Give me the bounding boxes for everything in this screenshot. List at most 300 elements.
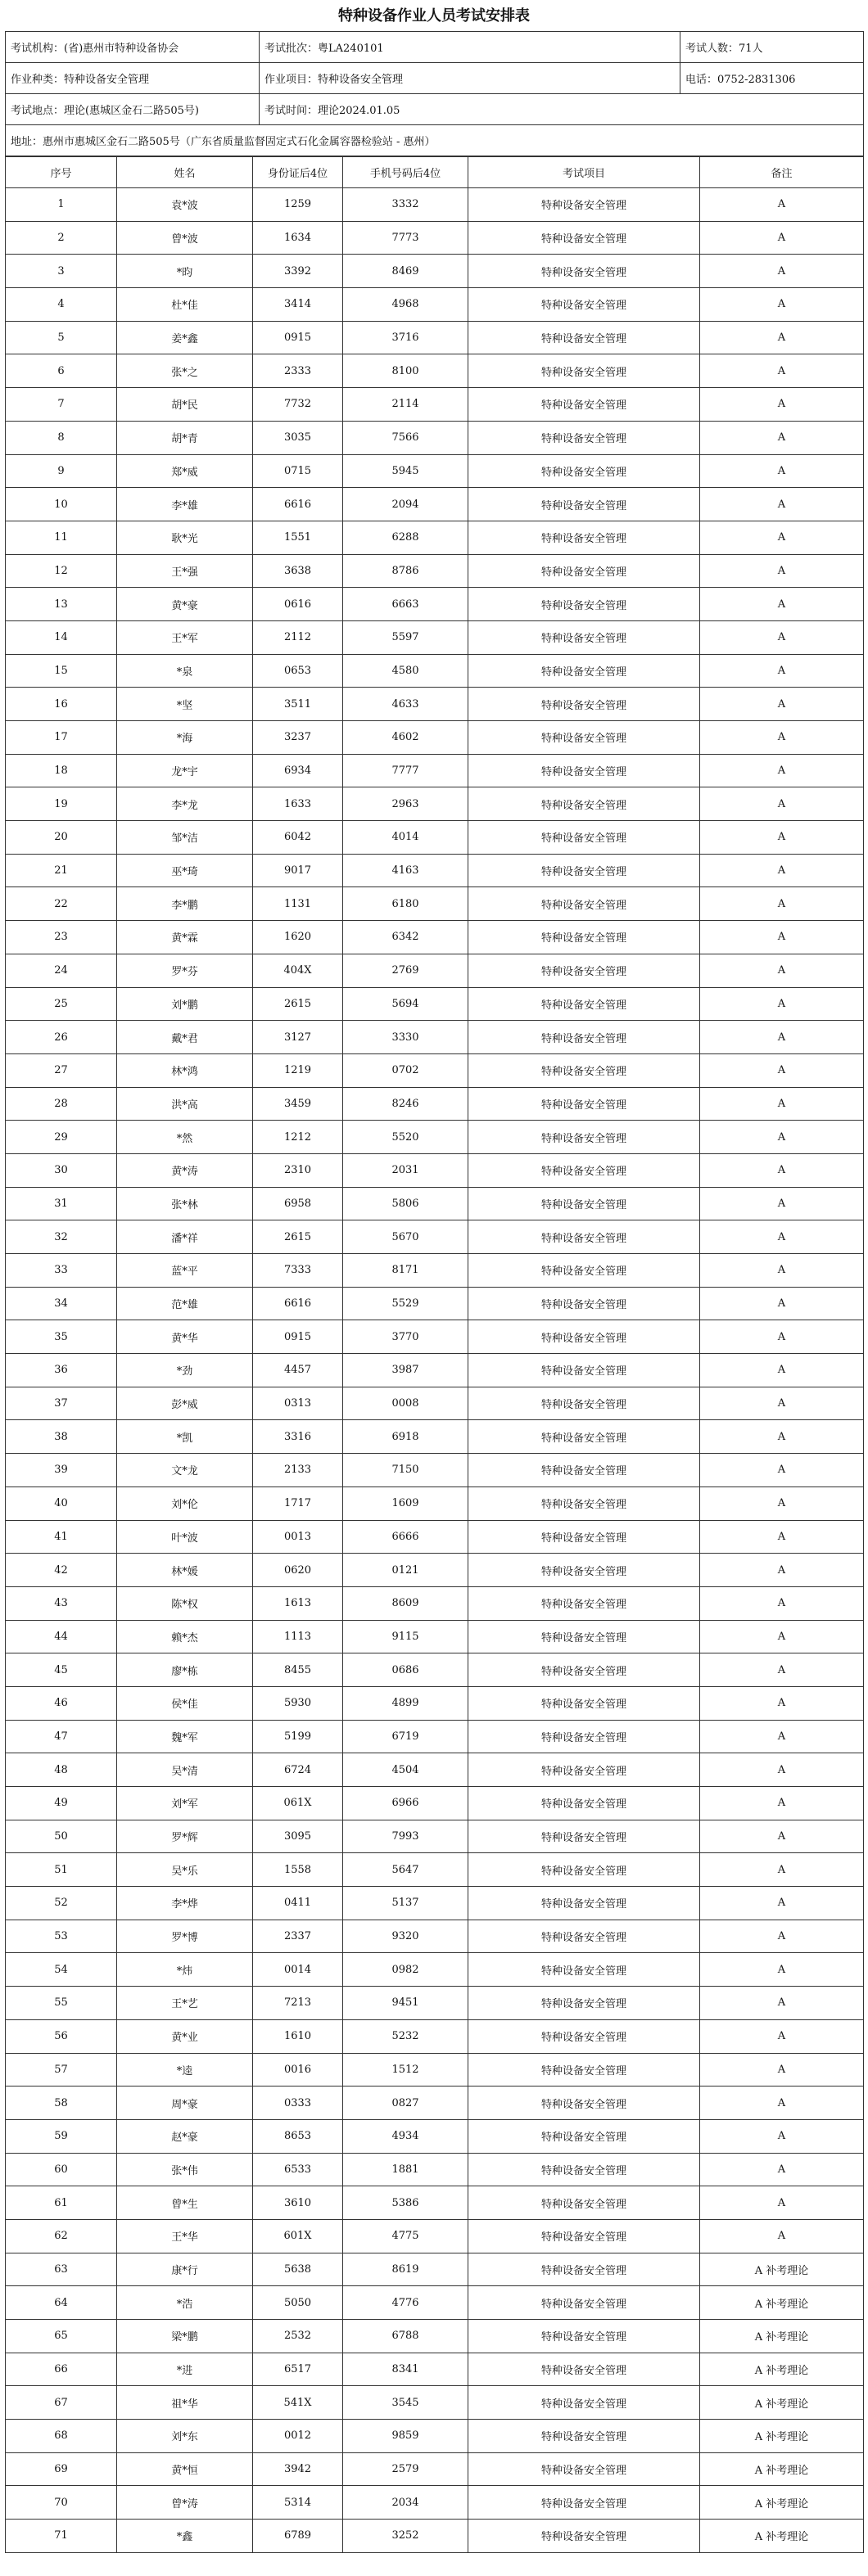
candidate-name: 黄*豪 (117, 588, 253, 621)
table-row (6, 1053, 864, 1087)
row-index: 25 (6, 987, 117, 1021)
id-last4: 7732 (253, 388, 343, 422)
row-index: 69 (6, 2452, 117, 2486)
remark: A (700, 1753, 864, 1787)
phone-last4: 7566 (343, 421, 468, 454)
candidate-name: 魏*军 (117, 1720, 253, 1753)
phone-last4: 3716 (343, 321, 468, 354)
phone-last4: 3770 (343, 1320, 468, 1354)
remark: A (700, 987, 864, 1021)
table-row (6, 2420, 864, 2453)
id-last4: 0620 (253, 1554, 343, 1587)
contact-phone: 电话：0752-2831306 (680, 63, 864, 94)
id-last4: 5314 (253, 2486, 343, 2520)
candidate-name: 廖*栋 (117, 1653, 253, 1687)
remark: A (700, 521, 864, 554)
exam-item: 特种设备安全管理 (468, 1454, 700, 1487)
exam-item: 特种设备安全管理 (468, 2486, 700, 2520)
table-row (6, 1787, 864, 1820)
id-last4: 0313 (253, 1387, 343, 1420)
exam-item: 特种设备安全管理 (468, 721, 700, 755)
table-row (6, 1887, 864, 1920)
row-index: 68 (6, 2420, 117, 2453)
remark: A (700, 188, 864, 222)
header-id-last4: 身份证后4位 (253, 157, 343, 188)
row-index: 48 (6, 1753, 117, 1787)
remark: A (700, 2219, 864, 2253)
phone-last4: 4602 (343, 721, 468, 755)
remark: A (700, 1520, 864, 1554)
remark: A (700, 954, 864, 987)
table-row (6, 1420, 864, 1454)
phone-last4: 1609 (343, 1487, 468, 1520)
exam-item: 特种设备安全管理 (468, 488, 700, 521)
row-index: 13 (6, 588, 117, 621)
remark: A (700, 554, 864, 588)
table-row (6, 1121, 864, 1154)
candidate-name: *昀 (117, 255, 253, 288)
row-index: 50 (6, 1820, 117, 1853)
candidate-name: 胡*青 (117, 421, 253, 454)
id-last4: 1113 (253, 1620, 343, 1653)
remark: A (700, 1887, 864, 1920)
exam-item: 特种设备安全管理 (468, 421, 700, 454)
candidate-name: 罗*辉 (117, 1820, 253, 1853)
candidate-name: 范*雄 (117, 1287, 253, 1320)
id-last4: 061X (253, 1787, 343, 1820)
phone-last4: 0827 (343, 2087, 468, 2120)
remark: A (700, 1387, 864, 1420)
id-last4: 1558 (253, 1853, 343, 1887)
phone-last4: 8171 (343, 1254, 468, 1288)
table-row (6, 221, 864, 255)
id-last4: 1610 (253, 2019, 343, 2053)
row-index: 14 (6, 620, 117, 654)
candidate-name: 陈*权 (117, 1586, 253, 1620)
phone-last4: 5694 (343, 987, 468, 1021)
candidate-name: 戴*君 (117, 1021, 253, 1054)
remark: A 补考理论 (700, 2253, 864, 2286)
id-last4: 7213 (253, 1987, 343, 2020)
row-index: 57 (6, 2053, 117, 2087)
id-last4: 3095 (253, 1820, 343, 1853)
row-index: 4 (6, 288, 117, 322)
table-row (6, 2186, 864, 2220)
table-row (6, 1753, 864, 1787)
exam-item: 特种设备安全管理 (468, 388, 700, 422)
id-last4: 6789 (253, 2520, 343, 2553)
phone-last4: 5806 (343, 1187, 468, 1220)
remark: A 补考理论 (700, 2353, 864, 2386)
row-index: 49 (6, 1787, 117, 1820)
candidate-name: 黄*涛 (117, 1153, 253, 1187)
table-row (6, 620, 864, 654)
candidate-name: 彭*威 (117, 1387, 253, 1420)
candidate-name: 巫*琦 (117, 854, 253, 887)
phone-last4: 4580 (343, 654, 468, 688)
table-row (6, 1254, 864, 1288)
exam-item: 特种设备安全管理 (468, 2153, 700, 2186)
row-index: 56 (6, 2019, 117, 2053)
phone-last4: 0702 (343, 1053, 468, 1087)
exam-item: 特种设备安全管理 (468, 1121, 700, 1154)
remark: A (700, 2087, 864, 2120)
candidate-name: *坚 (117, 688, 253, 721)
table-row (6, 1820, 864, 1853)
header-phone-last4: 手机号码后4位 (343, 157, 468, 188)
remark: A 补考理论 (700, 2386, 864, 2420)
remark: A (700, 2053, 864, 2087)
phone-last4: 5597 (343, 620, 468, 654)
remark: A (700, 388, 864, 422)
work-category: 作业种类：特种设备安全管理 (6, 63, 260, 94)
table-header-row (6, 157, 864, 188)
candidate-name: 王*华 (117, 2219, 253, 2253)
table-row (6, 1320, 864, 1354)
table-row (6, 1586, 864, 1620)
exam-item: 特种设备安全管理 (468, 1254, 700, 1288)
header-exam-item: 考试项目 (468, 157, 700, 188)
remark: A (700, 2153, 864, 2186)
remark: A (700, 1987, 864, 2020)
candidate-name: 邹*洁 (117, 821, 253, 855)
table-row (6, 2053, 864, 2087)
table-row (6, 688, 864, 721)
row-index: 60 (6, 2153, 117, 2186)
id-last4: 2310 (253, 1153, 343, 1187)
table-row (6, 388, 864, 422)
remark: A (700, 654, 864, 688)
candidate-name: 叶*波 (117, 1520, 253, 1554)
exam-item: 特种设备安全管理 (468, 1853, 700, 1887)
remark: A (700, 1787, 864, 1820)
remark: A (700, 2019, 864, 2053)
phone-last4: 6288 (343, 521, 468, 554)
exam-item: 特种设备安全管理 (468, 1021, 700, 1054)
id-last4: 0616 (253, 588, 343, 621)
exam-item: 特种设备安全管理 (468, 2087, 700, 2120)
phone-last4: 7150 (343, 1454, 468, 1487)
exam-item: 特种设备安全管理 (468, 1920, 700, 1953)
table-row (6, 2253, 864, 2286)
phone-last4: 6342 (343, 921, 468, 954)
candidate-name: 王*军 (117, 620, 253, 654)
exam-item: 特种设备安全管理 (468, 354, 700, 388)
table-row (6, 1454, 864, 1487)
remark: A (700, 1554, 864, 1587)
phone-last4: 0686 (343, 1653, 468, 1687)
phone-last4: 2963 (343, 787, 468, 821)
exam-address: 地址：惠州市惠城区金石二路505号（广东省质量监督固定式石化金属容器检验站 - 惠州） (6, 125, 864, 156)
exam-item: 特种设备安全管理 (468, 1153, 700, 1187)
id-last4: 5050 (253, 2286, 343, 2320)
phone-last4: 6663 (343, 588, 468, 621)
table-row (6, 2087, 864, 2120)
candidate-name: 王*艺 (117, 1987, 253, 2020)
table-row (6, 1620, 864, 1653)
table-row (6, 488, 864, 521)
phone-last4: 5232 (343, 2019, 468, 2053)
phone-last4: 1881 (343, 2153, 468, 2186)
candidate-name: 黄*霖 (117, 921, 253, 954)
table-row (6, 588, 864, 621)
exam-item: 特种设备安全管理 (468, 1220, 700, 1254)
id-last4: 0333 (253, 2087, 343, 2120)
table-row (6, 2219, 864, 2253)
id-last4: 1620 (253, 921, 343, 954)
candidate-name: 胡*民 (117, 388, 253, 422)
id-last4: 5638 (253, 2253, 343, 2286)
id-last4: 5930 (253, 1686, 343, 1720)
phone-last4: 3987 (343, 1354, 468, 1387)
table-row (6, 554, 864, 588)
row-index: 27 (6, 1053, 117, 1087)
phone-last4: 8100 (343, 354, 468, 388)
id-last4: 3414 (253, 288, 343, 322)
candidate-name: *逵 (117, 2053, 253, 2087)
exam-item: 特种设备安全管理 (468, 654, 700, 688)
phone-last4: 4504 (343, 1753, 468, 1787)
remark: A (700, 354, 864, 388)
phone-last4: 3545 (343, 2386, 468, 2420)
row-index: 47 (6, 1720, 117, 1753)
row-index: 6 (6, 354, 117, 388)
phone-last4: 5529 (343, 1287, 468, 1320)
candidate-name: 康*行 (117, 2253, 253, 2286)
candidate-name: 黄*恒 (117, 2452, 253, 2486)
table-row (6, 2320, 864, 2353)
id-last4: 4457 (253, 1354, 343, 1387)
id-last4: 9017 (253, 854, 343, 887)
table-row (6, 921, 864, 954)
exam-item: 特种设备安全管理 (468, 2286, 700, 2320)
remark: A (700, 1853, 864, 1887)
id-last4: 6724 (253, 1753, 343, 1787)
phone-last4: 4899 (343, 1686, 468, 1720)
table-row (6, 1287, 864, 1320)
table-row (6, 1653, 864, 1687)
exam-item: 特种设备安全管理 (468, 1653, 700, 1687)
exam-item: 特种设备安全管理 (468, 2320, 700, 2353)
exam-item: 特种设备安全管理 (468, 521, 700, 554)
remark: A (700, 454, 864, 488)
exam-item: 特种设备安全管理 (468, 321, 700, 354)
table-row (6, 1720, 864, 1753)
exam-org: 考试机构：(省)惠州市特种设备协会 (6, 32, 260, 63)
id-last4: 2615 (253, 1220, 343, 1254)
remark: A (700, 1454, 864, 1487)
exam-item: 特种设备安全管理 (468, 221, 700, 255)
row-index: 10 (6, 488, 117, 521)
table-row (6, 1187, 864, 1220)
phone-last4: 6966 (343, 1787, 468, 1820)
phone-last4: 6180 (343, 887, 468, 921)
remark: A 补考理论 (700, 2520, 864, 2553)
candidate-name: 袁*波 (117, 188, 253, 222)
candidate-name: *然 (117, 1121, 253, 1154)
table-row (6, 1987, 864, 2020)
row-index: 22 (6, 887, 117, 921)
table-row (6, 2353, 864, 2386)
phone-last4: 5386 (343, 2186, 468, 2220)
remark: A (700, 721, 864, 755)
id-last4: 1259 (253, 188, 343, 222)
remark: A (700, 288, 864, 322)
id-last4: 0013 (253, 1520, 343, 1554)
id-last4: 1551 (253, 521, 343, 554)
remark: A (700, 321, 864, 354)
phone-last4: 4968 (343, 288, 468, 322)
work-project: 作业项目：特种设备安全管理 (260, 63, 680, 94)
phone-last4: 4163 (343, 854, 468, 887)
exam-item: 特种设备安全管理 (468, 1053, 700, 1087)
phone-last4: 2031 (343, 1153, 468, 1187)
exam-item: 特种设备安全管理 (468, 2019, 700, 2053)
row-index: 30 (6, 1153, 117, 1187)
id-last4: 0915 (253, 1320, 343, 1354)
row-index: 40 (6, 1487, 117, 1520)
table-row (6, 2452, 864, 2486)
phone-last4: 6666 (343, 1520, 468, 1554)
phone-last4: 4014 (343, 821, 468, 855)
info-row (6, 63, 864, 94)
row-index: 64 (6, 2286, 117, 2320)
candidate-name: 龙*宇 (117, 754, 253, 787)
exam-item: 特种设备安全管理 (468, 688, 700, 721)
id-last4: 8455 (253, 1653, 343, 1687)
exam-item: 特种设备安全管理 (468, 2253, 700, 2286)
remark: A (700, 921, 864, 954)
id-last4: 601X (253, 2219, 343, 2253)
exam-item: 特种设备安全管理 (468, 954, 700, 987)
exam-item: 特种设备安全管理 (468, 987, 700, 1021)
row-index: 26 (6, 1021, 117, 1054)
row-index: 45 (6, 1653, 117, 1687)
id-last4: 3638 (253, 554, 343, 588)
exam-item: 特种设备安全管理 (468, 1887, 700, 1920)
row-index: 34 (6, 1287, 117, 1320)
candidate-name: 祖*华 (117, 2386, 253, 2420)
id-last4: 1613 (253, 1586, 343, 1620)
phone-last4: 3332 (343, 188, 468, 222)
phone-last4: 8341 (343, 2353, 468, 2386)
row-index: 3 (6, 255, 117, 288)
remark: A (700, 821, 864, 855)
remark: A (700, 1021, 864, 1054)
row-index: 67 (6, 2386, 117, 2420)
exam-time: 考试时间：理论2024.01.05 (260, 94, 864, 125)
table-row (6, 421, 864, 454)
remark: A (700, 1153, 864, 1187)
candidate-name: 林*鸿 (117, 1053, 253, 1087)
remark: A (700, 1354, 864, 1387)
table-row (6, 255, 864, 288)
id-last4: 3237 (253, 721, 343, 755)
table-row (6, 521, 864, 554)
exam-item: 特种设备安全管理 (468, 1520, 700, 1554)
id-last4: 3392 (253, 255, 343, 288)
exam-item: 特种设备安全管理 (468, 2452, 700, 2486)
exam-item: 特种设备安全管理 (468, 1620, 700, 1653)
phone-last4: 5520 (343, 1121, 468, 1154)
remark: A (700, 221, 864, 255)
phone-last4: 8786 (343, 554, 468, 588)
candidate-name: *泉 (117, 654, 253, 688)
exam-batch: 考试批次：粤LA240101 (260, 32, 680, 63)
table-row (6, 987, 864, 1021)
remark: A (700, 1287, 864, 1320)
candidate-name: 黄*业 (117, 2019, 253, 2053)
candidate-name: 张*林 (117, 1187, 253, 1220)
table-body (6, 188, 864, 2553)
row-index: 58 (6, 2087, 117, 2120)
exam-item: 特种设备安全管理 (468, 454, 700, 488)
table-row (6, 821, 864, 855)
id-last4: 2133 (253, 1454, 343, 1487)
phone-last4: 8609 (343, 1586, 468, 1620)
table-row (6, 188, 864, 222)
exam-item: 特种设备安全管理 (468, 921, 700, 954)
id-last4: 3127 (253, 1021, 343, 1054)
table-row (6, 787, 864, 821)
candidate-name: 潘*祥 (117, 1220, 253, 1254)
id-last4: 6533 (253, 2153, 343, 2186)
candidate-name: *海 (117, 721, 253, 755)
phone-last4: 9115 (343, 1620, 468, 1653)
row-index: 33 (6, 1254, 117, 1288)
exam-item: 特种设备安全管理 (468, 2386, 700, 2420)
candidate-name: *鑫 (117, 2520, 253, 2553)
id-last4: 1633 (253, 787, 343, 821)
candidate-name: 洪*高 (117, 1087, 253, 1121)
exam-item: 特种设备安全管理 (468, 1354, 700, 1387)
info-row (6, 125, 864, 156)
remark: A (700, 1053, 864, 1087)
row-index: 55 (6, 1987, 117, 2020)
id-last4: 3610 (253, 2186, 343, 2220)
table-row (6, 1220, 864, 1254)
remark: A (700, 1487, 864, 1520)
remark: A (700, 588, 864, 621)
table-row (6, 754, 864, 787)
remark: A (700, 1220, 864, 1254)
phone-last4: 4776 (343, 2286, 468, 2320)
remark: A 补考理论 (700, 2320, 864, 2353)
candidate-name: *炜 (117, 1953, 253, 1987)
remark: A 补考理论 (700, 2486, 864, 2520)
phone-last4: 3252 (343, 2520, 468, 2553)
phone-last4: 2579 (343, 2452, 468, 2486)
candidate-name: *进 (117, 2353, 253, 2386)
table-row (6, 1487, 864, 1520)
id-last4: 6934 (253, 754, 343, 787)
phone-last4: 0008 (343, 1387, 468, 1420)
exam-item: 特种设备安全管理 (468, 1987, 700, 2020)
table-row (6, 2286, 864, 2320)
remark: A (700, 1320, 864, 1354)
exam-item: 特种设备安全管理 (468, 2420, 700, 2453)
remark: A (700, 887, 864, 921)
phone-last4: 8246 (343, 1087, 468, 1121)
exam-item: 特种设备安全管理 (468, 1586, 700, 1620)
table-row (6, 2520, 864, 2553)
candidate-name: 王*强 (117, 554, 253, 588)
candidate-name: 曾*生 (117, 2186, 253, 2220)
exam-item: 特种设备安全管理 (468, 754, 700, 787)
row-index: 16 (6, 688, 117, 721)
remark: A (700, 1686, 864, 1720)
id-last4: 6616 (253, 1287, 343, 1320)
